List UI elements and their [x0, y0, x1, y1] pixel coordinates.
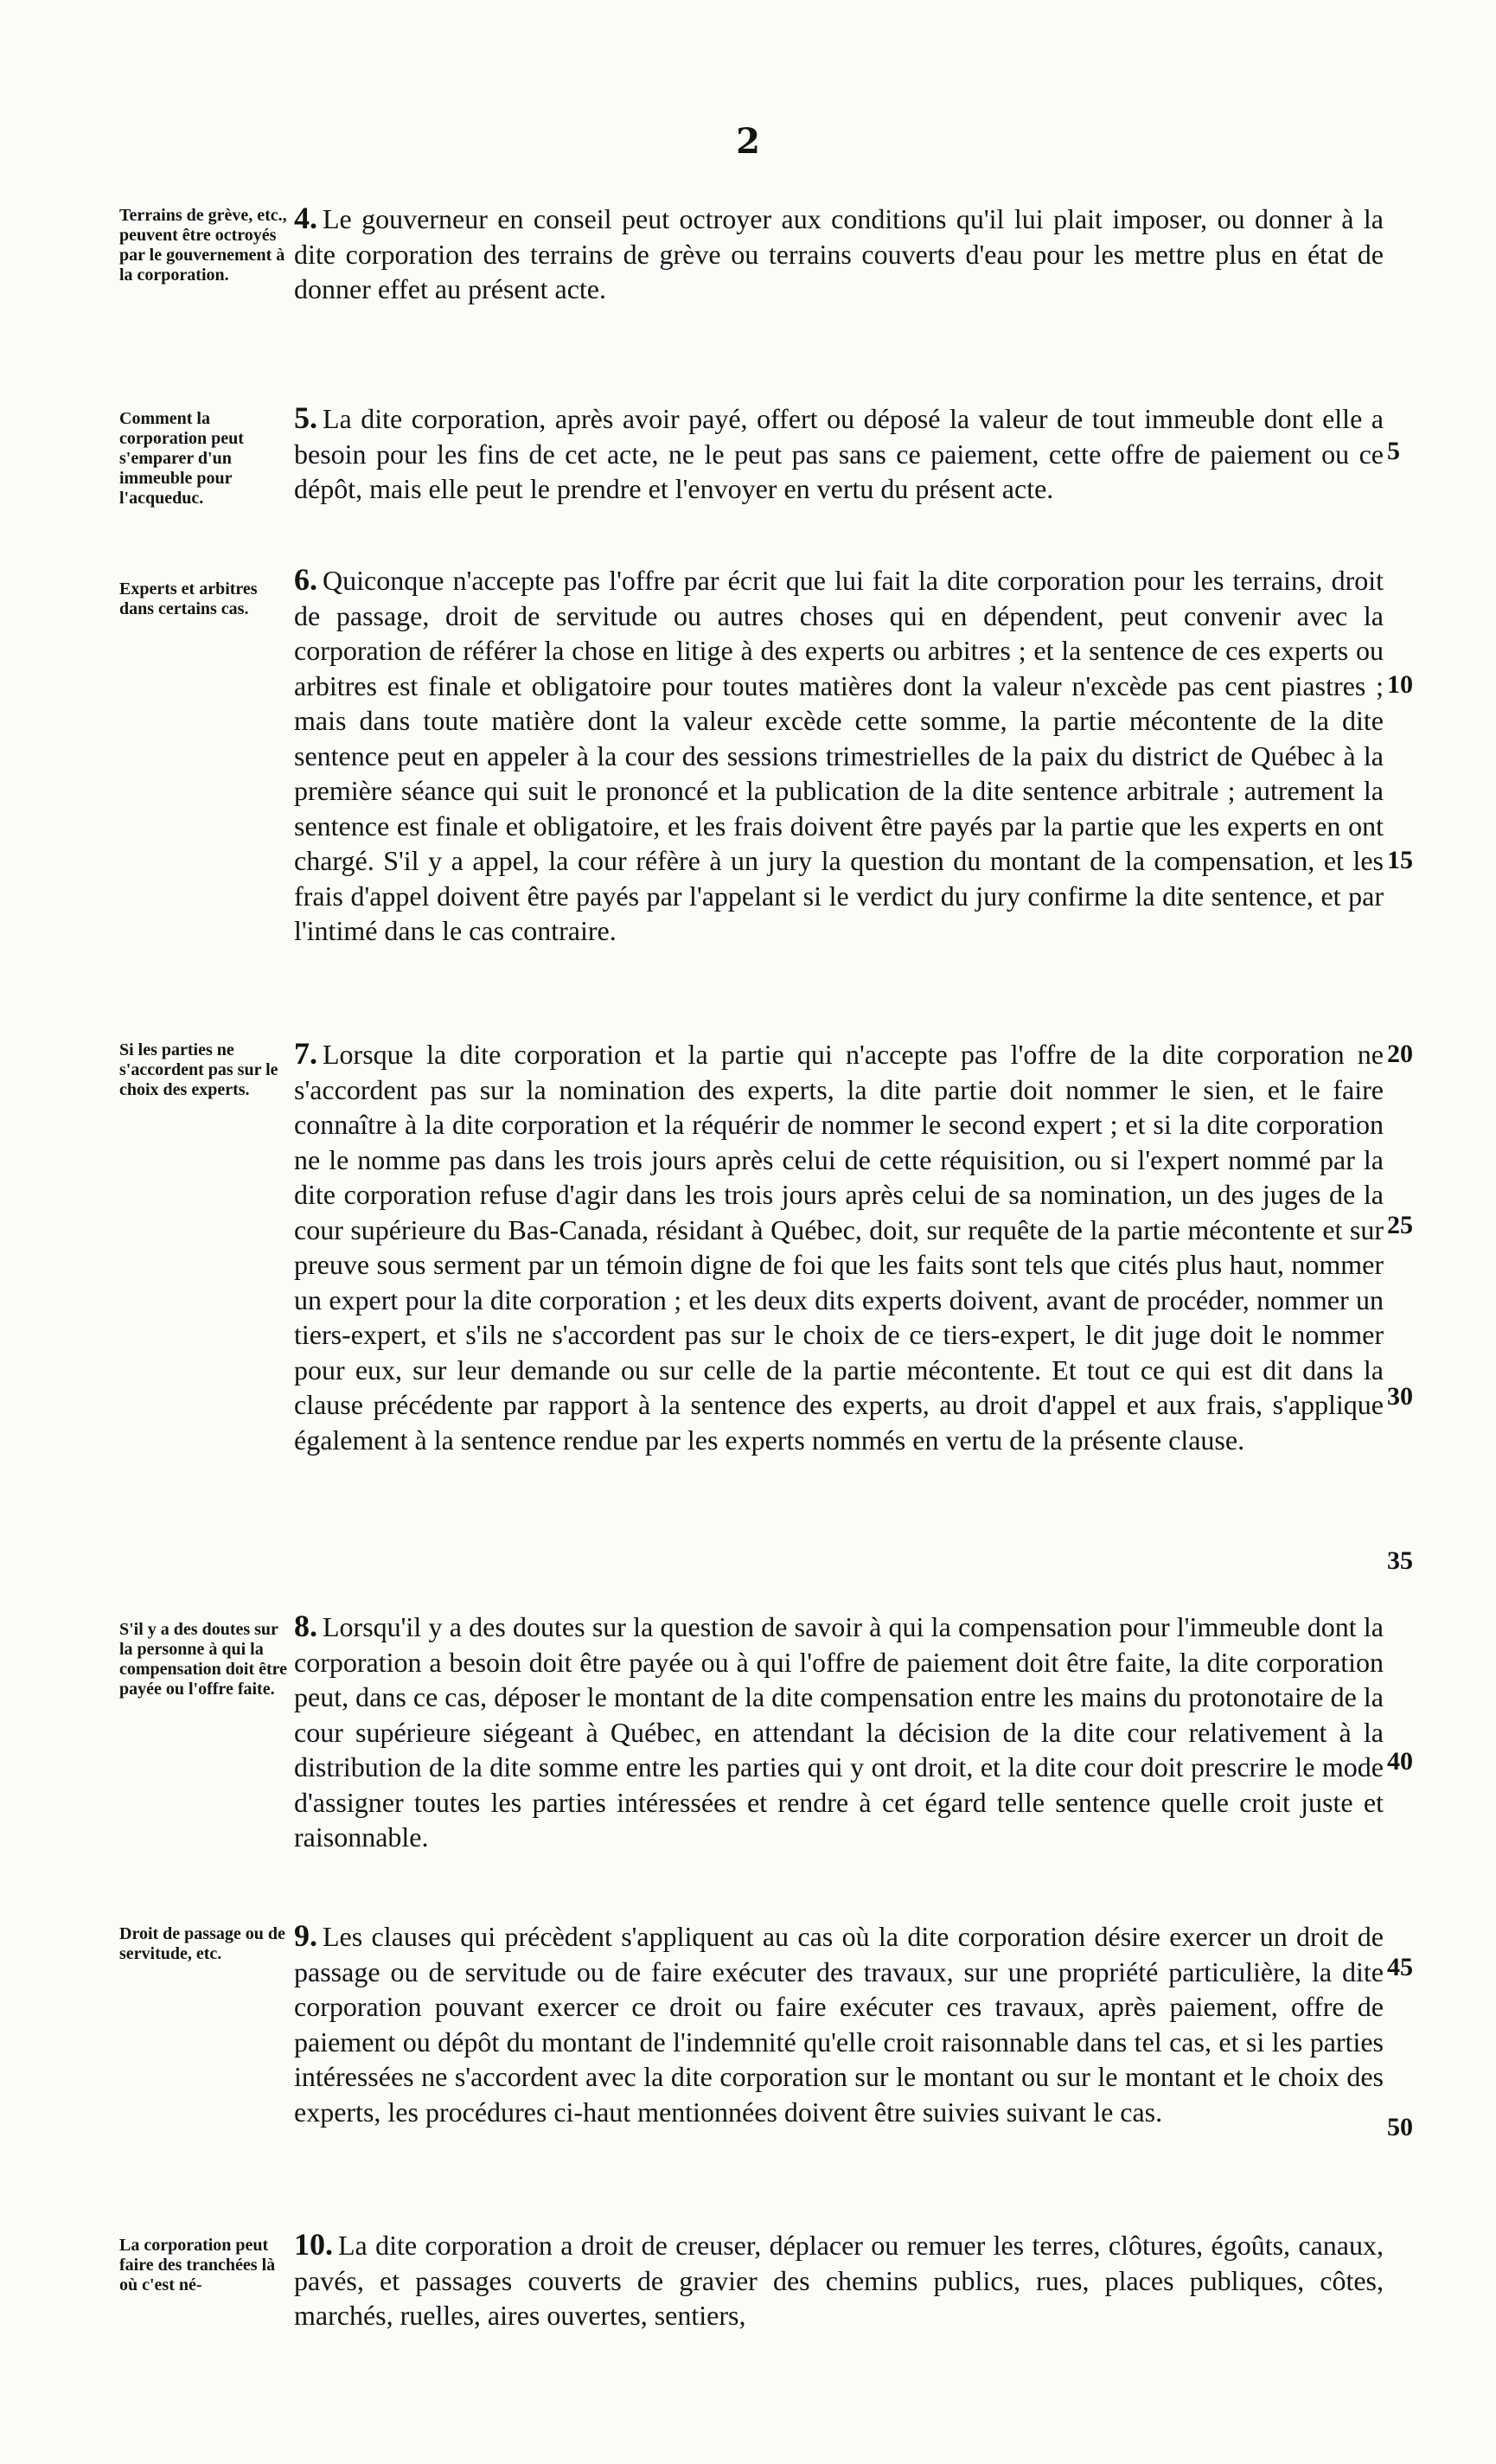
- line-number: 30: [1387, 1382, 1413, 1411]
- section-text-8: [294, 1609, 1384, 1855]
- margin-note-9: Droit de passage ou de servitude, etc.: [119, 1924, 285, 1963]
- section-text-4: [294, 201, 1384, 307]
- margin-note-4: Terrains de grève, etc., peuvent être octroyés par le gouvernement à la corporation.: [119, 206, 287, 285]
- margin-note-6: Experts et arbitres dans certains cas.: [119, 579, 258, 618]
- margin-note-7: Si les parties ne s'accordent pas sur le choix des experts.: [119, 1040, 278, 1099]
- line-number: 35: [1387, 1546, 1413, 1575]
- line-number: 15: [1387, 846, 1413, 874]
- section-text-9: [294, 1918, 1384, 2129]
- section-number-6: 6.: [294, 562, 317, 597]
- section-text-6: [294, 562, 1384, 949]
- line-number: 5: [1387, 437, 1400, 465]
- line-number: 45: [1387, 1953, 1413, 1981]
- section-body-4: Le gouverneur en conseil peut octroyer aux conditions qu'il lui plait imposer, ou donner à la dite corporation des terrains de grève ou terrains couverts d'eau pour les mettre plus en état de donner effet au présent acte.: [294, 203, 1384, 304]
- section-text-10: [294, 2227, 1384, 2333]
- line-number: 20: [1387, 1040, 1413, 1068]
- section-number-7: 7.: [294, 1036, 317, 1071]
- section-body-5: La dite corporation, après avoir payé, offert ou déposé la valeur de tout immeuble dont elle a besoin pour les fins de cet acte, ne le peut pas sans ce paiement, cette offre de paiement ou ce dépôt, mais elle peut le prendre et l'envoyer en vertu du présent acte.: [294, 403, 1384, 504]
- section-number-8: 8.: [294, 1609, 317, 1643]
- section-body-7: Lorsque la dite corporation et la partie qui n'accepte pas l'offre de la dite corporation ne s'accordent pas sur la nomination des experts, la dite partie doit nommer le sien, et le faire connaître à la dite corporation et la réquérir de nommer le second expert ; et si la dite corporation ne le nomme pas dans les trois jours après celui de cette réquisition, ou si l'expert nommé par la dite corporation refuse d'agir dans les trois jours après celui de sa nomination, un des juges de la cour supérieure du Bas-Canada, résidant à Québec, doit, sur requête de la partie mécontente et sur preuve sous serment par un témoin digne de foi que les faits sont tels que cités plus haut, nommer un expert pour la dite corporation ; et les deux dits experts doivent, avant de procéder, nommer un tiers-expert, et s'ils ne s'accordent pas sur le choix de ce tiers-expert, le dit juge doit le nommer pour eux, sur leur demande ou sur celle de la partie mécontente. Et tout ce qui est dit dans la clause précédente par rapport à la sentence des experts, au droit d'appel et aux frais, s'applique également à la sentence rendue par les experts nommés en vertu de la présente clause.: [294, 1039, 1384, 1456]
- line-number: 10: [1387, 670, 1413, 699]
- section-number-9: 9.: [294, 1918, 317, 1953]
- margin-note-5: Comment la corporation peut s'emparer d'un immeuble pour l'acqueduc.: [119, 409, 244, 508]
- line-number: 50: [1387, 2113, 1413, 2141]
- section-number-4: 4.: [294, 201, 317, 235]
- margin-note-8: S'il y a des doutes sur la personne à qui la compensation doit être payée ou l'offre faite.: [119, 1620, 288, 1699]
- section-body-9: Les clauses qui précèdent s'appliquent au cas où la dite corporation désire exercer un droit de passage ou de servitude ou de faire exécuter des travaux, sur une propriété particulière, la dite corporation pouvant exercer ce droit ou faire exécuter ces travaux, après paiement, offre de paiement ou dépôt du montant de l'indemnité qu'elle croit raisonnable dans tel cas, et si les parties intéressées ne s'accordent avec la dite corporation sur le montant ou sur le montant et le choix des experts, les procédures ci-haut mentionnées doivent être suivies suivant le cas.: [294, 1921, 1384, 2128]
- section-body-10: La dite corporation a droit de creuser, déplacer ou remuer les terres, clôtures, égoûts, canaux, pavés, et passages couverts de gravier des chemins publics, rues, places publiques, côtes, marchés, ruelles, aires ouvertes, sentiers,: [294, 2230, 1384, 2331]
- page-number: 2: [736, 121, 760, 162]
- section-body-8: Lorsqu'il y a des doutes sur la question de savoir à qui la compensation pour l'immeuble dont la corporation a besoin doit être payée ou à qui l'offre de paiement doit être faite, la dite corporation peut, dans ce cas, déposer le montant de la dite compensation entre les mains du protonotaire de la cour supérieure siégeant à Québec, en attendant la décision de la dite cour relativement à la distribution de la dite somme entre les parties qui y ont droit, et la dite cour doit prescrire le mode d'assigner toutes les parties intéressées et rendre à cet égard telle sentence quelle croit juste et raisonnable.: [294, 1611, 1384, 1853]
- margin-note-10: La corporation peut faire des tranchées là où c'est né-: [119, 2236, 276, 2294]
- section-text-7: [294, 1036, 1384, 1457]
- line-number: 25: [1387, 1211, 1413, 1239]
- section-text-5: [294, 400, 1384, 507]
- section-number-10: 10.: [294, 2227, 333, 2262]
- section-number-5: 5.: [294, 400, 317, 435]
- line-number: 40: [1387, 1747, 1413, 1776]
- section-body-6: Quiconque n'accepte pas l'offre par écrit que lui fait la dite corporation pour les terrains, droit de passage, droit de servitude ou autres choses qui en dépendent, peut convenir avec la corporation de référer la chose en litige à des experts ou arbitres ; et la sentence de ces experts ou arbitres est finale et obligatoire pour toutes matières dont la valeur n'excède pas cent piastres ; mais dans toute matière dont la valeur excède cette somme, la partie mécontente de la dite sentence peut en appeler à la cour des sessions trimestrielles de la paix du district de Québec à la première séance qui suit le prononcé et la publication de la dite sentence arbitrale ; autrement la sentence est finale et obligatoire, et les frais doivent être payés par la partie que les experts en ont chargé. S'il y a appel, la cour réfère à un jury la question du montant de la compensation, et les frais d'appel doivent être payés par l'appelant si le verdict du jury confirme la dite sentence, et par l'intimé dans le cas contraire.: [294, 565, 1384, 946]
